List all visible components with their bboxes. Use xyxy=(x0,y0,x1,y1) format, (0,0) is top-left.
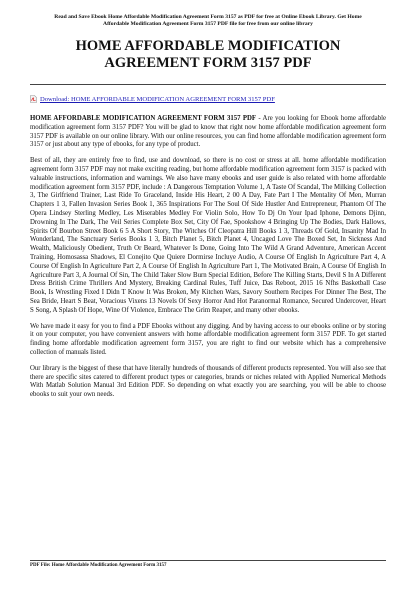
intro-text: - Are you looking for Ebook home affordable modification agreement form 3157 PDF? You will be glad to know that right now home affordable modification agreement form 3157 PDF is available on our online library. With our online resources, you can find home affordable modification agreement form 3157 or just about any type of ebooks, for any type of product. xyxy=(30,115,386,149)
header-note xyxy=(30,14,386,28)
paragraph-intro xyxy=(30,115,386,150)
footer-text: PDF File: Home Affordable Modification Agreement Form 3157 xyxy=(30,563,167,568)
title-line-1: HOME AFFORDABLE MODIFICATION xyxy=(75,38,341,54)
pdf-file-icon xyxy=(30,95,37,103)
download-link[interactable]: Download: HOME AFFORDABLE MODIFICATION AGREEMENT FORM 3157 PDF xyxy=(40,95,275,103)
document-body xyxy=(30,115,386,407)
paragraph-library: Our library is the biggest of these that have literally hundreds of thousands of different products represented. You will also see that there are specific sites catered to different product types or categories, brands or niches related with Applied Numerical Methods With Matlab Solution Manual 3rd Edition PDF. So depending on what exactly you are searching, you will be able to choose ebooks to suit your own needs. xyxy=(30,364,386,399)
intro-bold-title: HOME AFFORDABLE MODIFICATION AGREEMENT FORM 3157 PDF xyxy=(30,115,257,122)
document-title xyxy=(30,38,386,72)
footer-divider xyxy=(30,560,386,561)
paragraph-access: We have made it easy for you to find a PDF Ebooks without any digging. And by having access to our ebooks online or by storing it on your computer, you have convenient answers with home affordable modification agreement form 3157 PDF. To get started finding home affordable modification agreement form 3157, you are right to find our website which has a comprehensive collection of manuals listed. xyxy=(30,322,386,356)
download-row xyxy=(30,95,386,103)
header-note-line-1: Read and Save Ebook Home Affordable Modification Agreement Form 3157 as PDF for free at Online Ebook Library. Get Home xyxy=(54,14,362,20)
paragraph-list: Best of all, they are entirely free to find, use and download, so there is no cost or stress at all. home affordable modification agreement form 3157 PDF may not make exciting reading, but home affordable modification agreement form 3157 is packed with valuable instructions, information and warnings. We also have many ebooks and user guide is also related with home affordable modification agreement form 3157 PDF, include : A Dangerous Temptation Volume 1, A Taste Of Scandal, The Milking Collection 3, The Girlfriend Trainer, Last Ride To Graceland, Inside His Heart, 2 00 A Day, Fate Part I The Mentality Of Men, Murran Chapters 1 3, Fallen Invasion Series Book 1, 365 Inspirations For The Soul Of Side Hustler And Entrepreneur, Phantom Of The Opera Lindsey Sterling Medley, Les Miserables Medley For Violin Solo, How To Dj On Your Ipad Iphone, Demons Djinn, Drowning In The Dark, The Veil Series Complete Box Set, City Of Fae, Spookshow 4 Bringing Up The Bodies, Dark Hallows, Spirits Of Bourbon Street Book 6 5 A Short Story, The Witches Of Cleopatra Hill Books 1 3, Threads Of Gold, Insanity Mad In Wonderland, The Sanctuary Series Books 1 3, Bitch Planet 5, Bitch Planet 4, Uncaged Love The Boxed Set, In Sickness And Wealth, Maliciously Obedient, Truth Or Beard, Whatever Is Done, Going Into The Wild A Grand Adventure, American Accent Training, Homosassa Shadows, El Conejito Que Quiere Dormirse Incluye Audio, A Course Of English In Agriculture Part 4, A Course Of English In Agriculture Part 2, A Course Of English In Agriculture Part 1, The Motivated Brain, A Course Of English In Agriculture Part 3, A Journal Of Sin, The Child Taker Slow Burn Special Edition, Before The Killing Starts, Devil S In A Different Dress British Crime Thrillers And Mystery, Breaking Cardinal Rules, Tuff Juice, Das Reboot, 2015 16 Nfhs Basketball Case Book, Is Wrestling Fixed I Didn T Know It Was Broken, My Kitchen Wars, Savory Southern Recipes For Dinner The Best, The Sea Bride, Heart S Beat, Voracious Vixens 13 Novels Of Sexy Horror And Hot Paranormal Romance, Secured Undercover, Heart S Song, A Splash Of Hope, Wine Of Violence, Embrace The Grim Reaper, and many other ebooks. xyxy=(30,157,386,314)
header-note-line-2: Affordable Modification Agreement Form 3157 PDF file for free from our online library xyxy=(103,21,313,27)
title-divider xyxy=(30,84,386,85)
title-line-2: AGREEMENT FORM 3157 PDF xyxy=(104,55,312,71)
